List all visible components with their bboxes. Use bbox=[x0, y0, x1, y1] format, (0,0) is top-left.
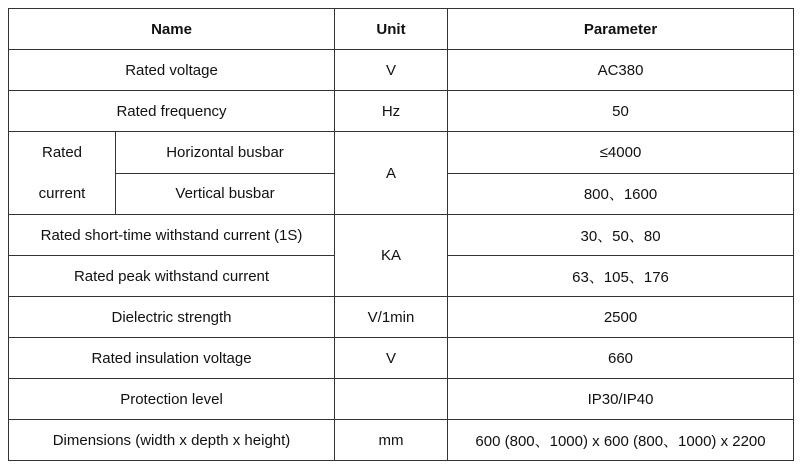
cell-name: Rated frequency bbox=[9, 91, 335, 132]
cell-name: Horizontal busbar bbox=[116, 132, 335, 174]
cell-name: Dielectric strength bbox=[9, 297, 335, 338]
cell-parameter: IP30/IP40 bbox=[448, 379, 794, 420]
cell-parameter: 660 bbox=[448, 338, 794, 379]
cell-parameter: AC380 bbox=[448, 50, 794, 91]
cell-unit: mm bbox=[335, 420, 448, 461]
cell-parameter: 600 (800、1000) x 600 (800、1000) x 2200 bbox=[448, 420, 794, 461]
cell-name: Rated short-time withstand current (1S) bbox=[9, 215, 335, 256]
cell-unit: Hz bbox=[335, 91, 448, 132]
cell-unit: V bbox=[335, 338, 448, 379]
cell-unit: V/1min bbox=[335, 297, 448, 338]
rated-current-label bbox=[9, 132, 116, 215]
cell-parameter: 50 bbox=[448, 91, 794, 132]
table-row-insulation bbox=[9, 338, 794, 379]
cell-unit: A bbox=[335, 132, 448, 215]
header-row bbox=[9, 9, 794, 50]
header-unit: Unit bbox=[335, 9, 448, 50]
cell-name: Rated peak withstand current bbox=[9, 256, 335, 297]
table-row-rated-current-horizontal bbox=[9, 132, 794, 174]
spec-table bbox=[8, 8, 794, 461]
cell-name: Rated voltage bbox=[9, 50, 335, 91]
cell-parameter: ≤4000 bbox=[448, 132, 794, 174]
cell-unit: KA bbox=[335, 215, 448, 297]
table-row-rated-voltage bbox=[9, 50, 794, 91]
cell-name: Rated insulation voltage bbox=[9, 338, 335, 379]
cell-unit bbox=[335, 379, 448, 420]
cell-parameter: 63、105、176 bbox=[448, 256, 794, 297]
cell-name: Dimensions (width x depth x height) bbox=[9, 420, 335, 461]
cell-parameter: 800、1600 bbox=[448, 173, 794, 215]
table-row-rated-frequency bbox=[9, 91, 794, 132]
cell-name: Protection level bbox=[9, 379, 335, 420]
table-row-protection bbox=[9, 379, 794, 420]
cell-unit: V bbox=[335, 50, 448, 91]
rated-current-label-line1: Rated bbox=[41, 144, 83, 161]
cell-parameter: 2500 bbox=[448, 297, 794, 338]
table-row-dimensions bbox=[9, 420, 794, 461]
header-name: Name bbox=[9, 9, 335, 50]
rated-current-label-line2: current bbox=[38, 185, 86, 202]
cell-name: Vertical busbar bbox=[116, 173, 335, 215]
table-row-short-time bbox=[9, 215, 794, 256]
cell-parameter: 30、50、80 bbox=[448, 215, 794, 256]
header-parameter: Parameter bbox=[448, 9, 794, 50]
table-row-dielectric bbox=[9, 297, 794, 338]
